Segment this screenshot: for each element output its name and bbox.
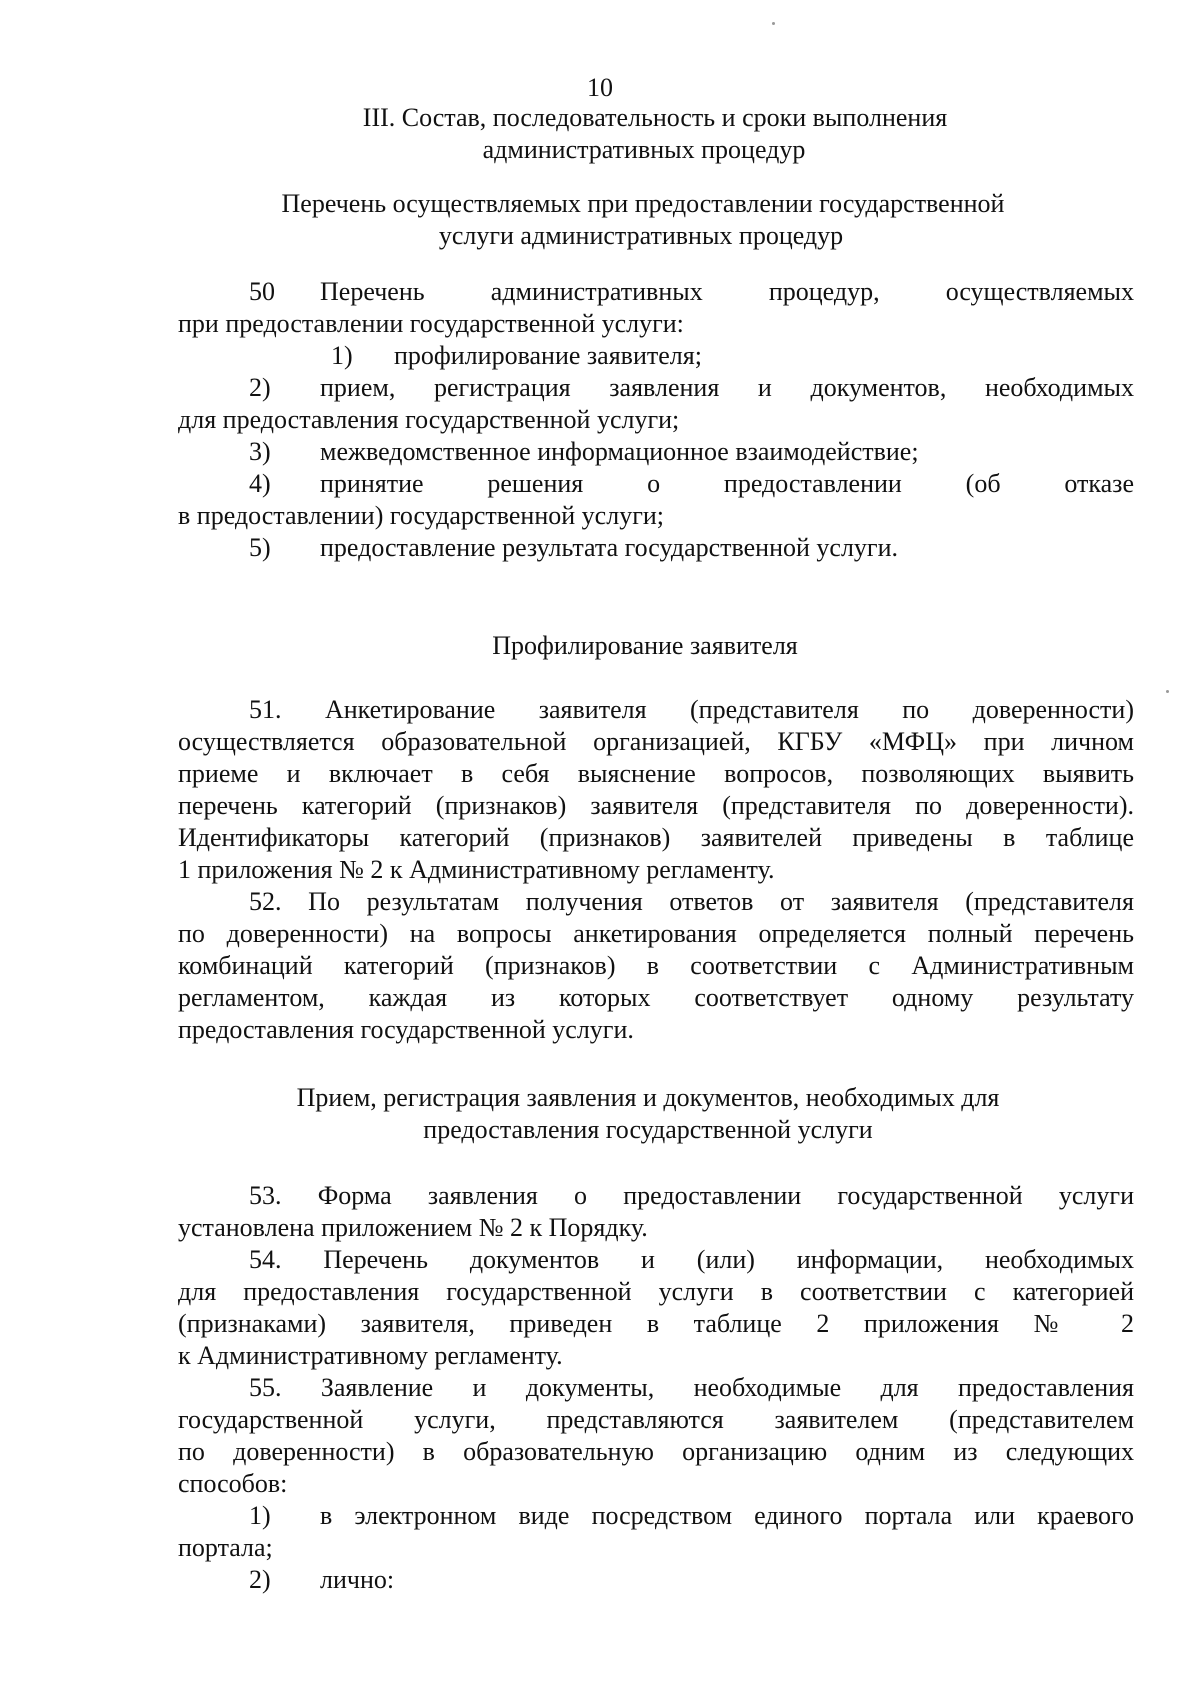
paragraph-line: перечень категорий (признаков) заявителя (представителя по доверенности). — [178, 791, 1134, 820]
list-item-continuation: в предоставлении) государственной услуги; — [178, 501, 664, 530]
subsection-title-line: предоставления государственной услуги — [423, 1115, 873, 1144]
list-item-number: 3) — [249, 437, 271, 466]
paragraph-line: приеме и включает в себя выяснение вопросов, позволяющих выявить — [178, 759, 1134, 788]
list-item-continuation: портала; — [178, 1533, 273, 1562]
subsection-title-profiling — [0, 630, 1200, 662]
paragraph-line: 55. Заявление и документы, необходимые для предоставления — [249, 1373, 1134, 1402]
subsection-title-line: услуги административных процедур — [438, 221, 844, 250]
subsection-title-line: Прием, регистрация заявления и документов, необходимых для — [296, 1083, 1000, 1112]
paragraph-line: государственной услуги, представляются заявителем (представителем — [178, 1405, 1134, 1434]
paragraph-line: 52. По результатам получения ответов от заявителя (представителя — [249, 887, 1134, 916]
list-item — [178, 372, 1134, 436]
list-item — [178, 532, 1134, 564]
paragraph-52 — [178, 886, 1134, 1046]
subsection-title-line: Перечень осуществляемых при предоставлении государственной — [281, 189, 1005, 218]
paragraph-line: 51. Анкетирование заявителя (представителя по доверенности) — [249, 695, 1134, 724]
paragraph-line: по доверенности) на вопросы анкетирования определяется полный перечень — [178, 919, 1134, 948]
subsection-title-line: Профилирование заявителя — [492, 631, 798, 660]
paragraph-50 — [178, 276, 1134, 340]
list-item-number: 1) — [331, 341, 353, 370]
paragraph-line: регламентом, каждая из которых соответствует одному результату — [178, 983, 1134, 1012]
paragraph-line: Перечень административных процедур, осуществляемых — [320, 277, 1134, 306]
list-item-number: 2) — [249, 373, 271, 402]
section-title-line: административных процедур — [482, 135, 806, 164]
list-item-text: межведомственное информационное взаимодействие; — [320, 437, 919, 466]
list-item-number: 5) — [249, 533, 271, 562]
list-item-text: в электронном виде посредством единого портала или краевого — [320, 1501, 1134, 1530]
paragraph-line: (признаками) заявителя, приведен в таблице 2 приложения № 2 — [178, 1309, 1134, 1338]
paragraph-line: Идентификаторы категорий (признаков) заявителей приведены в таблице — [178, 823, 1134, 852]
paragraph-51 — [178, 694, 1134, 886]
paragraph-54 — [178, 1244, 1134, 1372]
list-item-text: лично: — [320, 1565, 395, 1594]
list-item-number: 2) — [249, 1565, 271, 1594]
paragraph-line: по доверенности) в образовательную организацию одним из следующих — [178, 1437, 1134, 1466]
scan-speck — [1166, 690, 1169, 693]
list-item-text: предоставление результата государственной услуги. — [320, 533, 899, 562]
paragraph-line: установлена приложением № 2 к Порядку. — [178, 1213, 648, 1242]
list-item-number: 4) — [249, 469, 271, 498]
paragraph-line: способов: — [178, 1469, 288, 1498]
list-item — [178, 1500, 1134, 1564]
list-item-number: 1) — [249, 1501, 271, 1530]
paragraph-line: осуществляется образовательной организацией, КГБУ «МФЦ» при личном — [178, 727, 1134, 756]
list-item — [178, 340, 1134, 372]
list-item — [178, 436, 1134, 468]
section-title-line: III. Состав, последовательность и сроки выполнения — [362, 103, 948, 132]
paragraph-line: предоставления государственной услуги. — [178, 1015, 634, 1044]
list-item-text: прием, регистрация заявления и документов, необходимых — [320, 373, 1134, 402]
paragraph-line: 54. Перечень документов и (или) информации, необходимых — [249, 1245, 1134, 1274]
subsection-title-procedures — [0, 188, 1200, 252]
paragraph-55 — [178, 1372, 1134, 1500]
scan-speck — [772, 22, 775, 25]
paragraph-53 — [178, 1180, 1134, 1244]
list-item — [178, 468, 1134, 532]
paragraph-line: к Административному регламенту. — [178, 1341, 563, 1370]
paragraph-line: при предоставлении государственной услуги: — [178, 309, 684, 338]
page-number: 10 — [587, 73, 613, 102]
paragraph-line: 1 приложения № 2 к Административному регламенту. — [178, 855, 775, 884]
paragraph-number: 50 — [249, 277, 275, 306]
subsection-title-reception — [0, 1082, 1200, 1146]
list-item — [178, 1564, 1134, 1596]
list-item-text: профилирование заявителя; — [394, 341, 702, 370]
paragraph-line: для предоставления государственной услуги в соответствии с категорией — [178, 1277, 1134, 1306]
list-item-text: принятие решения о предоставлении (об отказе — [320, 469, 1134, 498]
paragraph-line: комбинаций категорий (признаков) в соответствии с Административным — [178, 951, 1134, 980]
paragraph-line: 53. Форма заявления о предоставлении государственной услуги — [249, 1181, 1134, 1210]
section-title — [0, 102, 1200, 166]
list-item-continuation: для предоставления государственной услуги; — [178, 405, 680, 434]
